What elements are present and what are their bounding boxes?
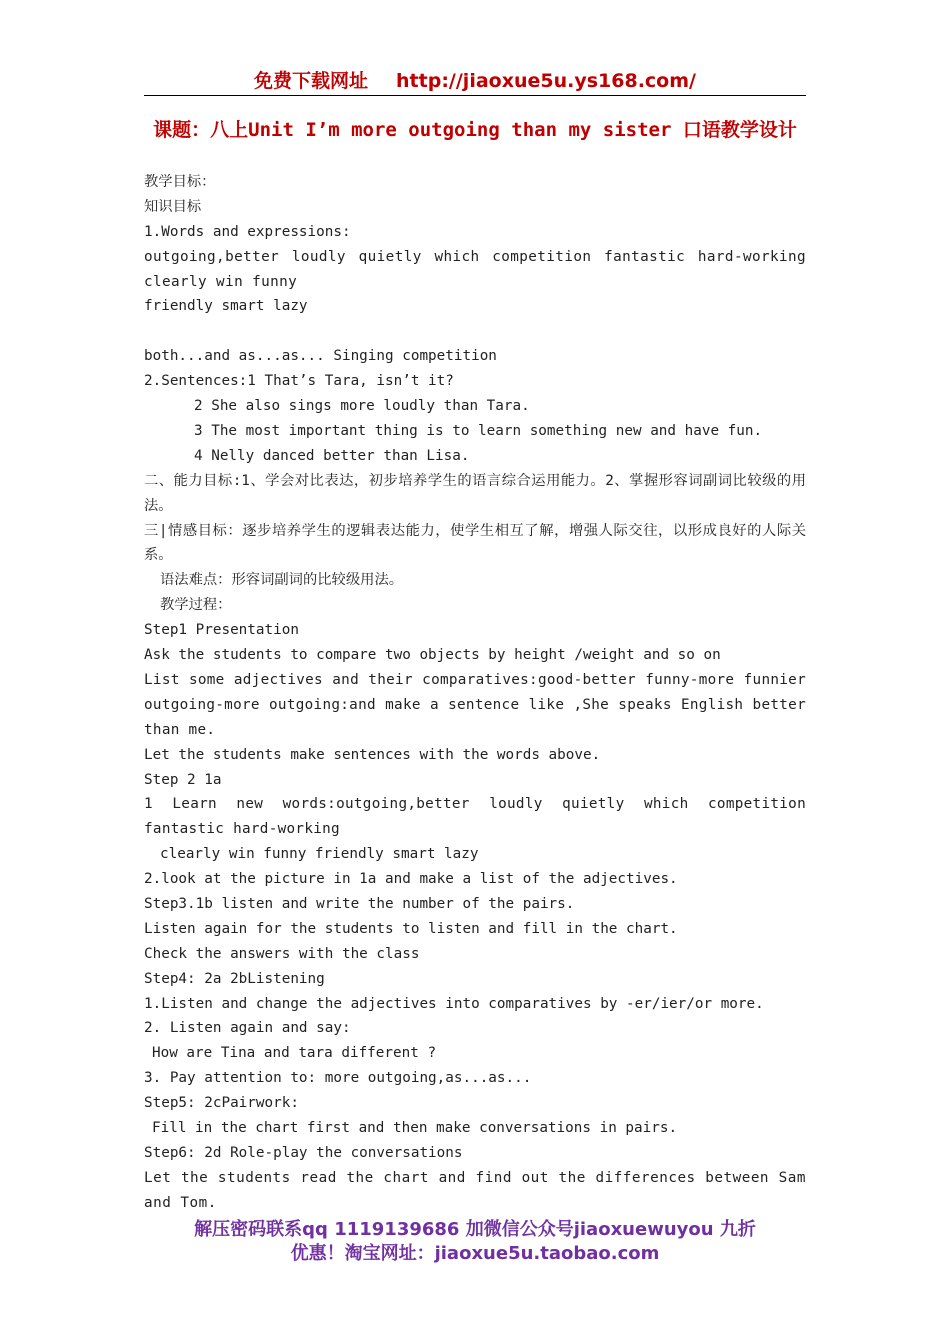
body-line: Let the students read the chart and find out the differences between Sam and Tom.	[144, 1169, 806, 1211]
body-line: 教学目标：	[144, 174, 216, 190]
body-line: friendly smart lazy	[144, 298, 308, 315]
body-line: 2. Listen again and say:	[144, 1020, 351, 1037]
body-line: 2.Sentences:1 That’s Tara, isn’t it?	[144, 373, 454, 390]
footer-line-2[interactable]: 优惠！淘宝网址：jiaoxue5u.taobao.com	[290, 1243, 660, 1264]
body-line: both...and as...as... Singing competition	[144, 348, 497, 365]
body-line: 教学过程：	[160, 597, 232, 614]
page-footer	[144, 1218, 806, 1266]
body-line	[144, 319, 806, 344]
body-line: Step4: 2a 2bListening	[144, 970, 325, 987]
body-line: List some adjectives and their comparatives:good-better funny-more funnier outgoing-more outgoing:and make a sentence like ,She speaks English better than me.	[144, 671, 806, 738]
body-line: 2.look at the picture in 1a and make a list of the adjectives.	[144, 871, 678, 888]
body-line: 3 The most important thing is to learn something new and have fun.	[194, 422, 763, 439]
body-line: Check the answers with the class	[144, 945, 420, 962]
body-line: 知识目标	[144, 198, 202, 215]
body-line: 1.Words and expressions:	[144, 223, 351, 240]
body-line: 1.Listen and change the adjectives into comparatives by -er/ier/or more.	[144, 995, 764, 1012]
document-body	[144, 170, 806, 1216]
body-line: Ask the students to compare two objects by height /weight and so on	[144, 647, 721, 664]
body-line: 语法难点：形容词副词的比较级用法。	[160, 572, 404, 589]
body-line: Step5: 2cPairwork:	[144, 1095, 299, 1112]
page-header	[144, 66, 806, 93]
body-line: 二、能力目标:1、学会对比表达，初步培养学生的语言综合运用能力。2、掌握形容词副词比较级的用法。	[144, 472, 806, 514]
body-line: Step 2 1a	[144, 771, 222, 788]
body-line: Let the students make sentences with the words above.	[144, 746, 601, 763]
body-line: Fill in the chart first and then make conversations in pairs.	[152, 1120, 678, 1137]
body-line: Step3.1b listen and write the number of the pairs.	[144, 896, 575, 912]
body-line: outgoing,better loudly quietly which competition fantastic hard-working clearly win funny	[144, 248, 806, 290]
body-line: 2 She also sings more loudly than Tara.	[194, 398, 530, 415]
header-rule	[144, 95, 806, 96]
document-title: 课题：八上Unit I’m more outgoing than my sister 口语教学设计	[153, 119, 797, 141]
body-line: How are Tina and tara different ?	[152, 1045, 437, 1062]
header-label: 免费下载网址	[254, 70, 369, 92]
body-line: 1 Learn new words:outgoing,better loudly quietly which competition fantastic hard-working	[144, 796, 806, 838]
footer-line-1: 解压密码联系qq 1119139686 加微信公众号jiaoxuewuyou 九折	[194, 1219, 756, 1240]
body-line: Step6: 2d Role-play the conversations	[144, 1144, 463, 1161]
body-line: 三|情感目标：逐步培养学生的逻辑表达能力，使学生相互了解，增强人际交往，以形成良好的人际关系。	[144, 522, 806, 564]
body-line: clearly win funny friendly smart lazy	[160, 846, 479, 863]
body-line: 4 Nelly danced better than Lisa.	[194, 447, 470, 464]
body-line: 3. Pay attention to: more outgoing,as...as...	[144, 1070, 532, 1087]
body-line: Listen again for the students to listen and fill in the chart.	[144, 920, 678, 937]
header-url[interactable]: http://jiaoxue5u.ys168.com/	[396, 70, 696, 92]
body-line: Step1 Presentation	[144, 622, 299, 639]
